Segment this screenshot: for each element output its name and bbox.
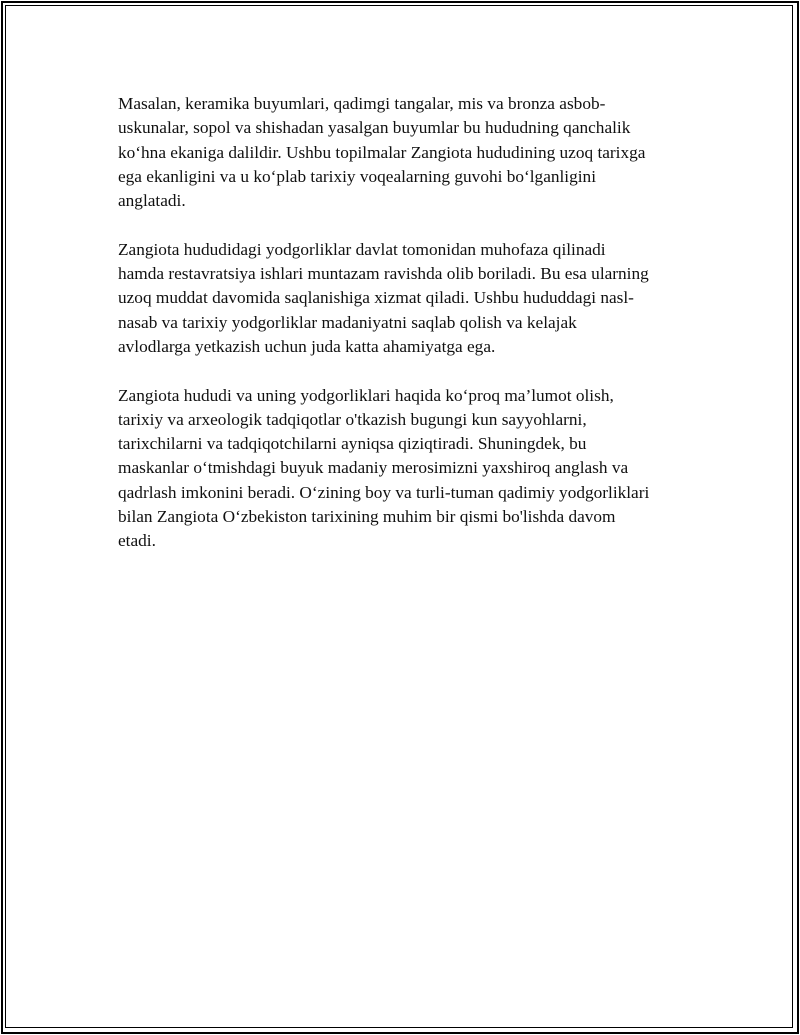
paragraph-3: Zangiota hududi va uning yodgorliklari haqida ko‘proq ma’lumot olish, tarixiy va arxeologik tadqiqotlar o'tkazish bugungi kun sayyohlarni, tarixchilarni va tadqiqotchilarni ayniqsa qiziqtiradi. Shuningdek, bu maskanlar o‘tmishdagi buyuk madaniy merosimizni yaxshiroq anglash va qadrlash imkonini beradi. O‘zining boy va turli-tuman qadimiy yodgorliklari bilan Zangiota O‘zbekiston tarixining muhim bir qismi bo'lishda davom etadi. bbox=[118, 385, 650, 551]
paragraph-2: Zangiota hududidagi yodgorliklar davlat tomonidan muhofaza qilinadi hamda restavratsiya ishlari muntazam ravishda olib boriladi. Bu esa ularning uzoq muddat davomida saqlanishiga xizmat qiladi. Ushbu hududdagi nasl- nasab va tarixiy yodgorliklar madaniyatni saqlab qolish va kelajak avlodlarga yetkazish uchun juda katta ahamiyatga ega. bbox=[118, 239, 649, 356]
document-body bbox=[118, 92, 678, 578]
paragraph-1: Masalan, keramika buyumlari, qadimgi tangalar, mis va bronza asbob- uskunalar, sopol va shishadan yasalgan buyumlar bu hududning qanchalik ko‘hna ekaniga dalildir. Ushbu topilmalar Zangiota hududining uzoq tarixga ega ekanligini va u ko‘plab tarixiy voqealarning guvohi bo‘lganligini anglatadi. bbox=[118, 94, 646, 211]
